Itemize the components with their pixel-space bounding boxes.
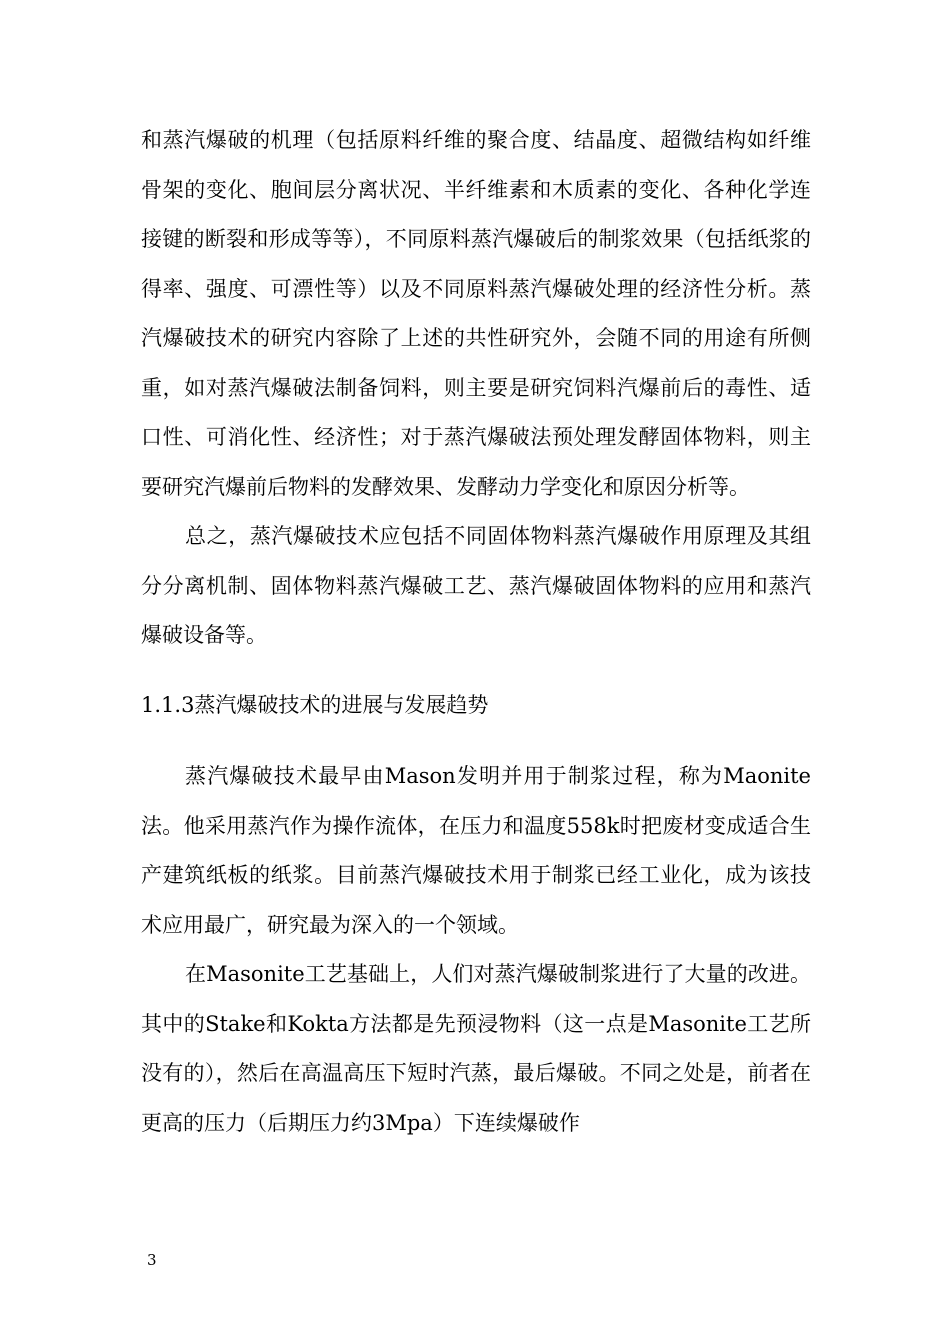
body-paragraph-1: 和蒸汽爆破的机理（包括原料纤维的聚合度、结晶度、超微结构如纤维骨架的变化、胞间层分离状况、半纤维素和木质素的变化、各种化学连接键的断裂和形成等等），不同原料蒸汽爆破后的制浆效果（包括纸浆的得率、强度、可漂性等）以及不同原料蒸汽爆破处理的经济性分析。蒸汽爆破技术的研究内容除了上述的共性研究外，会随不同的用途有所侧重，如对蒸汽爆破法制备饲料，则主要是研究饲料汽爆前后的毒性、适口性、可消化性、经济性；对于蒸汽爆破法预处理发酵固体物料，则主要研究汽爆前后物料的发酵效果、发酵动力学变化和原因分析等。 [141, 128, 811, 499]
section-heading: 1.1.3蒸汽爆破技术的进展与发展趋势 [141, 692, 489, 717]
page-number: 3 [147, 1251, 157, 1269]
body-paragraph-3: 蒸汽爆破技术最早由Mason发明并用于制浆过程，称为Maonite法。他采用蒸汽作为操作流体，在压力和温度558k时把废材变成适合生产建筑纸板的纸浆。目前蒸汽爆破技术用于制浆已经工业化，成为该技术应用最广，研究最为深入的一个领域。 [141, 764, 811, 937]
body-paragraph-4: 在Masonite工艺基础上，人们对蒸汽爆破制浆进行了大量的改进。其中的Stake和Kokta方法都是先预浸物料（这一点是Masonite工艺所没有的），然后在高温高压下短时汽蒸，最后爆破。不同之处是，前者在更高的压力（后期压力约3Mpa）下连续爆破作 [141, 962, 811, 1135]
document-page [141, 116, 811, 1148]
body-paragraph-2: 总之，蒸汽爆破技术应包括不同固体物料蒸汽爆破作用原理及其组分分离机制、固体物料蒸汽爆破工艺、蒸汽爆破固体物料的应用和蒸汽爆破设备等。 [141, 524, 811, 647]
